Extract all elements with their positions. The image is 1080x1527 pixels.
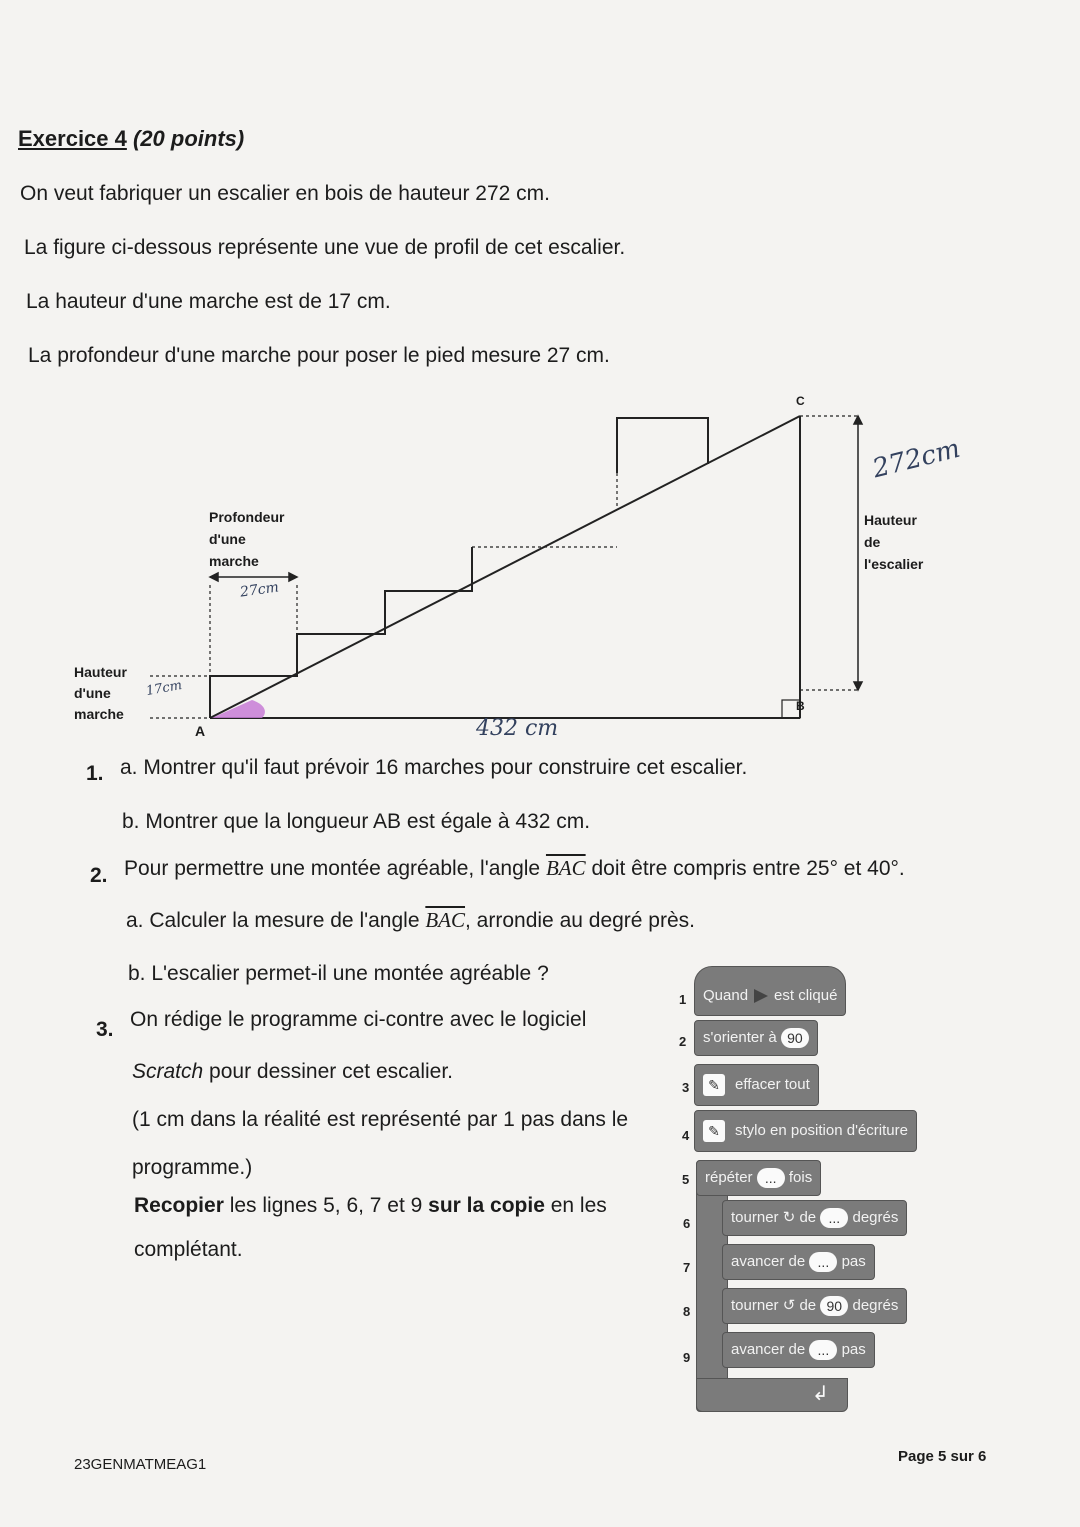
q2b-text: b. L'escalier permet-il une montée agréable ? (128, 962, 549, 985)
stair-steps-lower (210, 547, 472, 718)
q3-line-4: programme.) (132, 1156, 253, 1179)
intro-line-2: La figure ci-dessous représente une vue de profil de cet escalier. (24, 236, 626, 259)
green-flag-icon (754, 989, 768, 1003)
q2-text: Pour permettre une montée agréable, l'angle $\overline{BAC}$ doit être compris entre 25° et 40°. (124, 856, 905, 880)
handwritten-depth: 27cm (239, 579, 280, 601)
q3-line-1: On rédige le programme ci-contre avec le logiciel (130, 1008, 587, 1031)
label-hauteur-marche: Hauteur d'une marche (74, 664, 127, 722)
label-hauteur-escalier: Hauteur de l'escalier (864, 512, 924, 572)
intro-line-3: La hauteur d'une marche est de 17 cm. (26, 290, 391, 313)
q1-number: 1. (86, 762, 104, 785)
angle-bac: $\overline{BAC}$ (425, 908, 466, 932)
stair-steps-upper (617, 418, 708, 473)
scratch-block-turn-left: tourner ↺ de 90 degrés (722, 1288, 907, 1324)
q1a-text: a. Montrer qu'il faut prévoir 16 marches pour construire cet escalier. (120, 756, 748, 779)
turn-right-icon: ↻ (782, 1209, 796, 1226)
q3-line-6: complétant. (134, 1238, 243, 1261)
turn-left-icon: ↺ (782, 1297, 796, 1314)
q1b-text: b. Montrer que la longueur AB est égale à 432 cm. (122, 810, 591, 833)
scratch-block-move-1: avancer de ... pas (722, 1244, 875, 1280)
scratch-block-pen-down: ✎ stylo en position d'écriture (694, 1110, 917, 1152)
label-profondeur: Profondeur d'une marche (209, 509, 285, 569)
angle-bac: $\overline{BAC}$ (545, 856, 586, 880)
intro-line-1: On veut fabriquer un escalier en bois de hauteur 272 cm. (20, 182, 550, 205)
handwritten-step-height: 17cm (144, 677, 184, 700)
point-c: C (796, 394, 805, 408)
loop-arrow-icon: ↲ (812, 1383, 829, 1405)
handwritten-total-height: 272cm (869, 433, 964, 485)
hypotenuse-ac (210, 416, 800, 718)
q3-number: 3. (96, 1018, 114, 1041)
q3-line-3: (1 cm dans la réalité est représenté par 1 pas dans le (132, 1108, 629, 1131)
scratch-block-move-2: avancer de ... pas (722, 1332, 875, 1368)
exam-page: Exercice 4 (20 points) On veut fabriquer un escalier en bois de hauteur 272 cm. La figure ci-dessous représente une vue de profil de cet escalier. La hauteur d'une marche est de 17 cm. La profondeur d'une marche pour poser le pied mesure 27 cm. Profondeur d'une marche Hauteur d'une marche Hauteur de l'escalier A B C 27cm 17cm 272cm 432 cm 1. a. Montrer qu'il faut prévoir 16 marches pour construire cet escalier. b. Montrer que la longueur AB est égale à 432 cm. 2. Pour permettre une montée agréable, l'angle $\overline{BAC}$ doit être compris entre 25° et 40°. a. Calculer la mesure de l'angle $\overline{BAC}$, arrondie au degré près. b. L'escalier permet-il une montée agréable ? 3. On rédige le programme ci-contre avec le logiciel Scratch pour dessiner cet escalier. (1 cm dans la réalité est représenté par 1 pas dans le programme.) Recopier les lignes 5, 6, 7 et 9 sur la copie en les complétant. ↲ 1 2 3 4 5 6 7 8 9 Quand est cliqué s'orienter à 90 ✎ effacer tout ✎ stylo en position d'écriture répéter ... fois tourner ↻ de ... degrés avancer de ... pas tourner ↺ de 90 degrés avancer de ... pas 23GENMATMEAG1 Page 5 sur 6 (0, 0, 1080, 1527)
exercise-title-number: Exercice 4 (18, 126, 127, 151)
handwritten-base-length: 432 cm (476, 716, 559, 741)
q3-line-5: Recopier les lignes 5, 6, 7 et 9 sur la copie en les (134, 1194, 607, 1217)
exam-code: 23GENMATMEAG1 (74, 1456, 207, 1473)
pen-icon: ✎ (703, 1120, 725, 1142)
scratch-block-when-flag: Quand est cliqué (694, 966, 846, 1016)
scratch-block-orient: s'orienter à 90 (694, 1020, 818, 1056)
exercise-points: (20 points) (133, 126, 245, 151)
scratch-block-turn-right: tourner ↻ de ... degrés (722, 1200, 907, 1236)
q2-number: 2. (90, 864, 108, 887)
staircase-figure (0, 0, 1080, 760)
point-a: A (195, 723, 206, 739)
point-b: B (796, 699, 805, 713)
pen-icon: ✎ (703, 1074, 725, 1096)
scratch-block-repeat: répéter ... fois (696, 1160, 821, 1196)
page-number: Page 5 sur 6 (898, 1448, 987, 1465)
repeat-loop-frame (696, 1160, 728, 1412)
q3-line-2: Scratch pour dessiner cet escalier. (132, 1060, 453, 1083)
intro-line-4: La profondeur d'une marche pour poser le pied mesure 27 cm. (28, 344, 610, 367)
scratch-block-clear: ✎ effacer tout (694, 1064, 819, 1106)
q2a-text: a. Calculer la mesure de l'angle $\overline{BAC}$, arrondie au degré près. (126, 908, 695, 932)
